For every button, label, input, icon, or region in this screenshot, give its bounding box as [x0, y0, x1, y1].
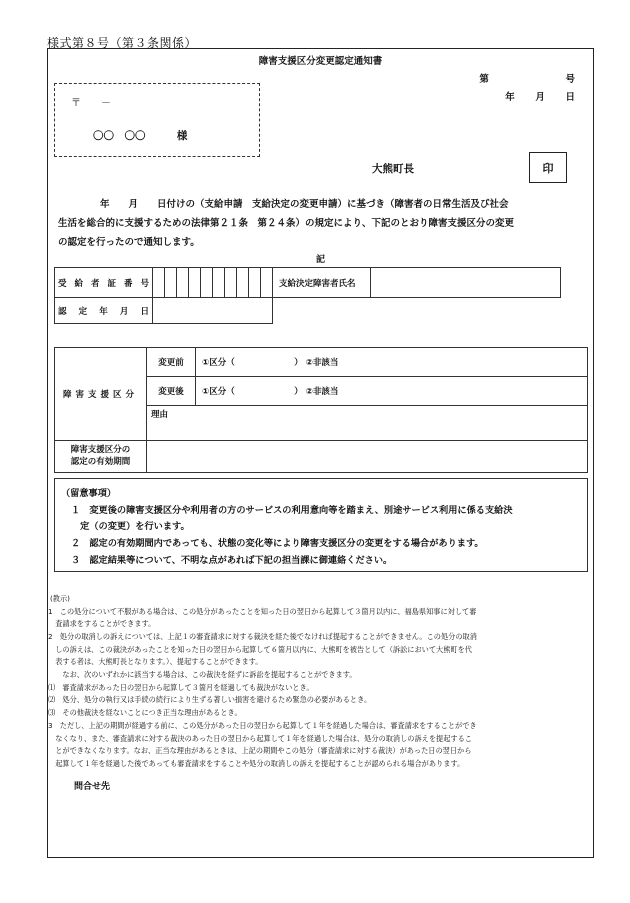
date-year: 年: [505, 92, 515, 103]
validity-label: [55, 441, 147, 473]
recipient-id-label: 受給者証番号: [55, 268, 153, 298]
recipient-table: [54, 267, 561, 324]
before-option-na: ②非該当: [305, 358, 339, 368]
validity-label-line-2: 認定の有効期間: [70, 456, 131, 467]
instruction-line: 1 この処分について不服がある場合は、この処分があったことを知った日の翌日から起算して３箇月以内に、福島県知事に対して審: [48, 607, 477, 616]
contact-label: 問合せ先: [74, 782, 111, 792]
before-option-category: ①区分（ ）: [202, 358, 303, 368]
validity-label-line-1: 障害支援区分の: [70, 445, 131, 456]
notes-box: [54, 478, 588, 572]
cert-date-value: [153, 298, 273, 324]
document-number: [479, 71, 575, 85]
instruction-line: 3 ただし、上記の期間が経過する前に、この処分があった日の翌日から起算して１年を経過した場合は、審査請求をすることができ: [48, 721, 477, 730]
address-box: [54, 83, 260, 157]
doc-number-suffix: 号: [565, 74, 575, 85]
instruction-line: なくなり、また、審査請求に対する裁決のあった日の翌日から起算して１年を経過した場合は、処分の取消しの訴えを提起するこ: [48, 734, 472, 743]
id-digit-cell: [189, 268, 201, 298]
recipient-name-label: 支給決定障害者氏名: [273, 268, 371, 298]
id-digit-cell: [177, 268, 189, 298]
instruction-line: 査請求をすることができます。: [48, 619, 156, 628]
after-label: 変更後: [147, 377, 196, 406]
category-table: [54, 347, 588, 473]
recipient-name-value: [371, 268, 561, 298]
body-line-1: 年 月 日付けの（支給申請 支給決定の変更申請）に基づき（障害者の日常生活及び社会: [100, 199, 509, 210]
postal-code: 〒 －: [71, 98, 111, 109]
date-day: 日: [565, 92, 575, 103]
cert-date-label: 認定年月日: [55, 298, 153, 324]
after-option-category: ①区分（ ）: [202, 387, 303, 397]
notes-item: １ 変更後の障害支援区分や利用者の方のサービスの利用意向等を踏まえ、別途サービス利用に係る支給決: [71, 505, 513, 516]
instruction-line: とができなくなります。なお、正当な理由があるときは、上記の期間やこの処分（審査請求に対する裁決）があった日の翌日から: [48, 746, 472, 755]
recipient: [93, 128, 187, 143]
validity-value: [147, 441, 588, 473]
instruction-line: ⑵ 処分、処分の執行又は手続の続行により生ずる著しい損害を避けるため緊急の必要があるとき。: [48, 695, 372, 704]
notice-frame: [47, 48, 594, 858]
instruction-line: 表する者は、大熊町長となります。）、提起することができます。: [48, 657, 263, 666]
id-digit-cell: [165, 268, 177, 298]
seal-box: 印: [529, 152, 567, 183]
notes-item: 定（の変更）を行います。: [71, 521, 190, 532]
notes-item: ２ 認定の有効期間内であっても、状態の変化等により障害支援区分の変更をする場合があります。: [71, 538, 484, 549]
id-digit-cell: [213, 268, 225, 298]
recipient-name: 〇〇 〇〇: [93, 130, 146, 142]
instruction-line: 2 処分の取消しの訴えについては、上記１の審査請求に対する裁決を経た後でなければ提起することができません。この処分の取消: [48, 632, 477, 641]
instructions-heading: (教示): [50, 594, 70, 603]
id-digit-cell: [201, 268, 213, 298]
after-options: [196, 377, 588, 406]
doc-number-prefix: 第: [479, 74, 489, 85]
reason-label: 理由: [147, 406, 588, 441]
id-digit-cell: [249, 268, 261, 298]
body-line-3: の認定を行ったので通知します。: [58, 237, 200, 248]
before-options: [196, 348, 588, 377]
instruction-line: ⑴ 審査請求があった日の翌日から起算して３箇月を経過しても裁決がないとき。: [48, 683, 314, 692]
after-option-na: ②非該当: [305, 387, 339, 397]
issuer-name: 大熊町長: [372, 163, 414, 175]
instruction-line: 起算して１年を経過した後であっても審査請求をすることや処分の取消しの訴えを提起することが認められる場合があります。: [48, 759, 465, 768]
id-digit-cell: [261, 268, 273, 298]
ki-mark: 記: [315, 255, 325, 265]
category-label: 障害支援区分: [55, 348, 147, 441]
recipient-honorific: 様: [176, 130, 188, 142]
document-title: 障害支援区分変更認定通知書: [258, 56, 383, 67]
id-digit-cell: [237, 268, 249, 298]
notes-item: ３ 認定結果等について、不明な点があれば下記の担当課に御連絡ください。: [71, 555, 393, 566]
date-month: 月: [535, 92, 545, 103]
document-date: [505, 89, 575, 103]
body-line-2: 生活を総合的に支援するための法律第２１条 第２４条）の規定により、下記のとおり障害支援区分の変更: [58, 218, 515, 229]
instruction-line: ⑶ その他裁決を経ないことにつき正当な理由があるとき。: [48, 708, 242, 717]
instruction-line: しの訴えは、この裁決があったことを知った日の翌日から起算して６箇月以内に、大熊町を被告として（訴訟において大熊町を代: [48, 645, 472, 654]
instruction-line: なお、次のいずれかに該当する場合は、この裁決を経ずに訴訟を提起することができます。: [48, 670, 357, 679]
notes-heading: （留意事項）: [61, 488, 117, 499]
id-digit-cell: [225, 268, 237, 298]
form-number-label: 様式第８号（第３条関係）: [47, 36, 198, 50]
before-label: 変更前: [147, 348, 196, 377]
id-digit-cell: [153, 268, 165, 298]
